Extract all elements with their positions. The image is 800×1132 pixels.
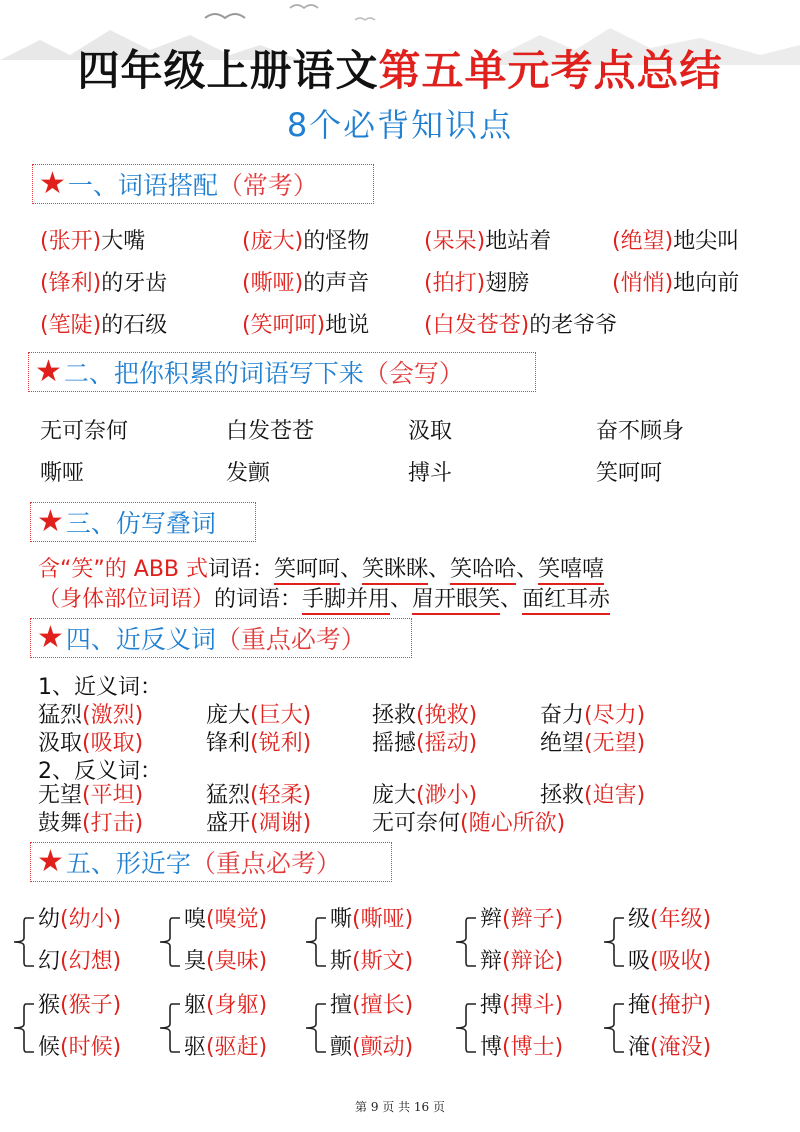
collocation-tail: 地站着 [485, 229, 552, 254]
example-word: 搏斗 [510, 993, 555, 1018]
similar-char-item [628, 1030, 711, 1061]
paren-close: ) [316, 313, 326, 338]
pair-word: 奋力 [540, 703, 585, 728]
paren-close: ) [134, 731, 144, 756]
paren-open: ( [650, 949, 659, 974]
paren-close: ) [258, 949, 268, 974]
paren-close: ) [554, 993, 564, 1018]
section-1-label: 一、词语搭配 [67, 171, 218, 200]
character: 幻 [38, 949, 61, 974]
word-pair [540, 778, 645, 809]
paren-open: ( [424, 271, 433, 296]
character: 级 [628, 907, 651, 932]
collocation-word: 白发苍苍 [432, 313, 521, 338]
underlined-word: 笑眯眯 [362, 557, 428, 585]
similar-char-item [38, 902, 121, 933]
character: 嗅 [184, 907, 207, 932]
paren-open: ( [82, 783, 91, 808]
paren-open: ( [40, 313, 49, 338]
brace-icon [156, 992, 182, 1064]
collocation-word: 悄悄 [620, 271, 665, 296]
word-pair [372, 698, 477, 729]
title-part-1: 四年级上册语文 [77, 46, 379, 95]
paren-open: ( [584, 783, 593, 808]
character: 候 [38, 1035, 61, 1060]
word-pair [38, 698, 143, 729]
example-word: 幻想 [68, 949, 113, 974]
paren-close: ) [702, 993, 712, 1018]
character: 辫 [480, 907, 503, 932]
brace-icon [302, 992, 328, 1064]
separator: 、 [516, 557, 539, 582]
paren-open: ( [352, 949, 361, 974]
paren-close: ) [258, 1035, 268, 1060]
paren-close: ) [112, 949, 122, 974]
example-word: 掩护 [658, 993, 703, 1018]
star-icon: ★ [39, 166, 66, 201]
pair-word: 盛开 [206, 811, 251, 836]
example-word: 驱赶 [214, 1035, 259, 1060]
collocation-tail: 的声音 [303, 271, 370, 296]
collocation-word: 庞大 [250, 229, 295, 254]
character: 搏 [480, 993, 503, 1018]
underlined-word: 笑哈哈 [450, 557, 516, 585]
pair-word: 猛烈 [206, 783, 251, 808]
separator: 、 [428, 557, 451, 582]
pair-answer: 巨大 [258, 703, 303, 728]
collocation-item [424, 224, 551, 255]
paren-close: ) [302, 731, 312, 756]
separator: 、 [390, 587, 413, 612]
paren-close: ) [636, 703, 646, 728]
paren-open: ( [250, 731, 259, 756]
similar-char-item [330, 1030, 413, 1061]
paren-close: ) [112, 907, 122, 932]
similar-char-item [480, 944, 563, 975]
section-5-heading [30, 842, 392, 882]
word-pair [38, 778, 143, 809]
collocation-tail: 地说 [325, 313, 370, 338]
paren-close: ) [92, 313, 102, 338]
paren-close: ) [92, 229, 102, 254]
paren-open: ( [352, 907, 361, 932]
collocation-item [40, 308, 167, 339]
example-word: 博士 [510, 1035, 555, 1060]
similar-char-item [184, 1030, 267, 1061]
similar-char-item [184, 902, 267, 933]
paren-close: ) [476, 271, 486, 296]
word-pair [372, 806, 565, 837]
pair-answer: 打击 [90, 811, 135, 836]
collocation-item [612, 266, 739, 297]
pair-answer: 尽力 [592, 703, 637, 728]
paren-close: ) [702, 1035, 712, 1060]
word-pair [372, 726, 477, 757]
word-pair [38, 726, 143, 757]
paren-close: ) [468, 703, 478, 728]
page-subtitle: 8个必背知识点 [286, 106, 514, 144]
similar-char-item [330, 944, 413, 975]
pair-word: 猛烈 [38, 703, 83, 728]
example-word: 幼小 [68, 907, 113, 932]
collocation-item [424, 308, 617, 339]
collocation-word: 呆呆 [432, 229, 477, 254]
paren-close: ) [636, 731, 646, 756]
character: 臭 [184, 949, 207, 974]
similar-char-item [38, 944, 121, 975]
vocab-word: 发颤 [226, 461, 271, 486]
similar-char-item [38, 988, 121, 1019]
paren-close: ) [404, 993, 414, 1018]
bird-icon [355, 18, 375, 20]
paren-open: ( [60, 907, 69, 932]
pair-answer: 吸取 [90, 731, 135, 756]
collocation-tail: 地向前 [673, 271, 740, 296]
paren-close: ) [554, 1035, 564, 1060]
separator: 、 [340, 557, 363, 582]
paren-open: ( [60, 1035, 69, 1060]
paren-close: ) [476, 229, 486, 254]
brace-icon [10, 906, 36, 978]
example-word: 辩论 [510, 949, 555, 974]
pair-answer: 挽救 [424, 703, 469, 728]
vocab-word: 汲取 [408, 419, 453, 444]
abb-label: 词语： [208, 557, 275, 582]
example-word: 年级 [658, 907, 703, 932]
paren-open: ( [60, 949, 69, 974]
similar-char-item [184, 988, 267, 1019]
collocation-tail: 的老爷爷 [529, 313, 618, 338]
pair-word: 无可奈何 [372, 811, 461, 836]
similar-char-item [184, 944, 267, 975]
bird-icon [205, 14, 245, 18]
word-pair [540, 726, 645, 757]
paren-open: ( [40, 271, 49, 296]
character: 幼 [38, 907, 61, 932]
page-number: 第 9 页 共 16 页 [355, 1100, 445, 1114]
paren-close: ) [302, 811, 312, 836]
similar-char-item [628, 988, 711, 1019]
paren-open: ( [612, 271, 621, 296]
paren-close: ) [664, 229, 674, 254]
paren-close: ) [520, 313, 530, 338]
paren-close: ) [702, 949, 712, 974]
similar-char-item [480, 902, 563, 933]
collocation-item [242, 266, 369, 297]
section-3-label: 三、仿写叠词 [65, 509, 216, 538]
paren-close: ) [134, 811, 144, 836]
character: 斯 [330, 949, 353, 974]
page-title [0, 38, 800, 98]
collocation-item [612, 224, 739, 255]
character: 吸 [628, 949, 651, 974]
paren-close: ) [468, 783, 478, 808]
antonym-label: 2、反义词： [38, 759, 162, 784]
example-word: 猴子 [68, 993, 113, 1018]
example-word: 嘶哑 [360, 907, 405, 932]
collocation-tail: 大嘴 [101, 229, 146, 254]
pair-word: 庞大 [372, 783, 417, 808]
pair-word: 拯救 [372, 703, 417, 728]
similar-char-item [330, 988, 413, 1019]
pair-answer: 迫害 [592, 783, 637, 808]
brace-icon [600, 992, 626, 1064]
vocab-word: 白发苍苍 [226, 419, 315, 444]
collocation-word: 绝望 [620, 229, 665, 254]
paren-close: ) [702, 907, 712, 932]
paren-close: ) [404, 907, 414, 932]
paren-open: ( [584, 703, 593, 728]
section-2-note: （会写） [363, 359, 464, 388]
pair-word: 汲取 [38, 731, 83, 756]
paren-open: ( [612, 229, 621, 254]
example-word: 吸收 [658, 949, 703, 974]
pair-answer: 摇动 [424, 731, 469, 756]
paren-close: ) [404, 1035, 414, 1060]
paren-open: ( [502, 993, 511, 1018]
similar-char-item [628, 944, 711, 975]
similar-char-item [330, 902, 413, 933]
word-pair [540, 698, 645, 729]
pair-word: 摇撼 [372, 731, 417, 756]
section-1-note: （常考） [217, 171, 318, 200]
bird-icon [290, 5, 318, 8]
paren-open: ( [40, 229, 49, 254]
collocation-tail: 地尖叫 [673, 229, 740, 254]
pair-answer: 凋谢 [258, 811, 303, 836]
character: 驱 [184, 1035, 207, 1060]
paren-close: ) [554, 907, 564, 932]
word-pair [206, 726, 311, 757]
word-pair [206, 778, 311, 809]
example-word: 擅长 [360, 993, 405, 1018]
brace-icon [302, 906, 328, 978]
section-2-heading [28, 352, 536, 392]
paren-open: ( [352, 993, 361, 1018]
body-part-prefix: （身体部位词语） [38, 587, 215, 612]
collocation-tail: 的石级 [101, 313, 168, 338]
section-1-heading [32, 164, 374, 204]
vocab-word: 笑呵呵 [596, 461, 663, 486]
paren-close: ) [294, 271, 304, 296]
brace-icon [156, 906, 182, 978]
paren-open: ( [502, 907, 511, 932]
paren-open: ( [250, 811, 259, 836]
collocation-item [40, 266, 167, 297]
paren-close: ) [404, 949, 414, 974]
star-icon: ★ [37, 504, 64, 539]
collocation-word: 嘶哑 [250, 271, 295, 296]
paren-open: ( [82, 731, 91, 756]
paren-close: ) [302, 783, 312, 808]
character: 嘶 [330, 907, 353, 932]
character: 博 [480, 1035, 503, 1060]
paren-close: ) [636, 783, 646, 808]
paren-close: ) [302, 703, 312, 728]
section-5-note: （重点必考） [190, 849, 341, 878]
brace-icon [600, 906, 626, 978]
paren-open: ( [416, 731, 425, 756]
pair-word: 拯救 [540, 783, 585, 808]
word-pair [206, 806, 311, 837]
paren-close: ) [554, 949, 564, 974]
paren-open: ( [650, 1035, 659, 1060]
example-word: 淹没 [658, 1035, 703, 1060]
paren-open: ( [416, 783, 425, 808]
collocation-word: 张开 [48, 229, 93, 254]
underlined-word: 笑呵呵 [274, 557, 340, 585]
paren-close: ) [664, 271, 674, 296]
underlined-word: 手脚并用 [302, 587, 390, 615]
paren-open: ( [502, 949, 511, 974]
collocation-word: 锋利 [48, 271, 93, 296]
vocab-word: 搏斗 [408, 461, 453, 486]
paren-open: ( [352, 1035, 361, 1060]
paren-close: ) [92, 271, 102, 296]
section-4-label: 四、近反义词 [65, 625, 216, 654]
paren-open: ( [250, 783, 259, 808]
brace-icon [452, 906, 478, 978]
brace-icon [10, 992, 36, 1064]
underlined-word: 笑嘻嘻 [538, 557, 604, 585]
section-2-label: 二、把你积累的词语写下来 [63, 359, 364, 388]
paren-open: ( [206, 907, 215, 932]
pair-answer: 随心所欲 [468, 811, 557, 836]
example-word: 颤动 [360, 1035, 405, 1060]
paren-open: ( [502, 1035, 511, 1060]
collocation-item [424, 266, 529, 297]
example-word: 嗅觉 [214, 907, 259, 932]
paren-close: ) [556, 811, 566, 836]
paren-open: ( [424, 229, 433, 254]
example-word: 辫子 [510, 907, 555, 932]
paren-close: ) [134, 783, 144, 808]
collocation-item [242, 308, 369, 339]
underlined-word: 面红耳赤 [522, 587, 610, 615]
paren-close: ) [258, 907, 268, 932]
pair-answer: 渺小 [424, 783, 469, 808]
collocation-word: 笔陡 [48, 313, 93, 338]
collocation-tail: 翅膀 [485, 271, 530, 296]
section-5-label: 五、形近字 [65, 849, 191, 878]
word-pair [206, 698, 311, 729]
paren-close: ) [134, 703, 144, 728]
paren-open: ( [242, 313, 251, 338]
star-icon: ★ [35, 354, 62, 389]
character: 掩 [628, 993, 651, 1018]
section-4-heading [30, 618, 412, 658]
brace-icon [452, 992, 478, 1064]
similar-char-item [480, 1030, 563, 1061]
synonym-label: 1、近义词： [38, 675, 162, 700]
collocation-item [242, 224, 369, 255]
vocab-word: 奋不顾身 [596, 419, 685, 444]
paren-open: ( [60, 993, 69, 1018]
similar-char-item [628, 902, 711, 933]
example-word: 身躯 [214, 993, 259, 1018]
pair-word: 锋利 [206, 731, 251, 756]
collocation-tail: 的怪物 [303, 229, 370, 254]
collocation-word: 拍打 [432, 271, 477, 296]
paren-open: ( [650, 907, 659, 932]
word-pair [38, 806, 143, 837]
body-part-words-line [38, 582, 610, 613]
pair-word: 庞大 [206, 703, 251, 728]
paren-open: ( [584, 731, 593, 756]
paren-close: ) [468, 731, 478, 756]
section-4-note: （重点必考） [215, 625, 366, 654]
paren-close: ) [294, 229, 304, 254]
example-word: 时候 [68, 1035, 113, 1060]
character: 猴 [38, 993, 61, 1018]
paren-open: ( [82, 811, 91, 836]
abb-prefix: 含“笑”的 ABB 式 [38, 557, 209, 582]
title-part-2: 第五单元考点总结 [378, 46, 723, 95]
pair-word: 无望 [38, 783, 83, 808]
paren-open: ( [242, 229, 251, 254]
character: 躯 [184, 993, 207, 1018]
paren-open: ( [460, 811, 469, 836]
example-word: 臭味 [214, 949, 259, 974]
character: 淹 [628, 1035, 651, 1060]
paren-open: ( [206, 993, 215, 1018]
word-pair [372, 778, 477, 809]
paren-close: ) [258, 993, 268, 1018]
abb-words-line [38, 552, 604, 583]
character: 颤 [330, 1035, 353, 1060]
collocation-tail: 的牙齿 [101, 271, 168, 296]
similar-char-item [38, 1030, 121, 1061]
pair-answer: 锐利 [258, 731, 303, 756]
paren-open: ( [250, 703, 259, 728]
paren-open: ( [416, 703, 425, 728]
pair-answer: 无望 [592, 731, 637, 756]
paren-open: ( [206, 949, 215, 974]
paren-close: ) [112, 1035, 122, 1060]
section-3-heading [30, 502, 256, 542]
body-part-label: 的词语： [214, 587, 303, 612]
character: 擅 [330, 993, 353, 1018]
paren-open: ( [82, 703, 91, 728]
star-icon: ★ [37, 620, 64, 655]
separator: 、 [500, 587, 523, 612]
underlined-word: 眉开眼笑 [412, 587, 500, 615]
collocation-item [40, 224, 145, 255]
pair-word: 绝望 [540, 731, 585, 756]
paren-open: ( [650, 993, 659, 1018]
paren-open: ( [206, 1035, 215, 1060]
paren-open: ( [242, 271, 251, 296]
vocab-word: 无可奈何 [40, 419, 129, 444]
collocation-word: 笑呵呵 [250, 313, 317, 338]
similar-char-item [480, 988, 563, 1019]
character: 辩 [480, 949, 503, 974]
pair-answer: 激烈 [90, 703, 135, 728]
paren-open: ( [424, 313, 433, 338]
paren-close: ) [112, 993, 122, 1018]
pair-answer: 轻柔 [258, 783, 303, 808]
vocab-word: 嘶哑 [40, 461, 85, 486]
star-icon: ★ [37, 844, 64, 879]
pair-word: 鼓舞 [38, 811, 83, 836]
example-word: 斯文 [360, 949, 405, 974]
pair-answer: 平坦 [90, 783, 135, 808]
